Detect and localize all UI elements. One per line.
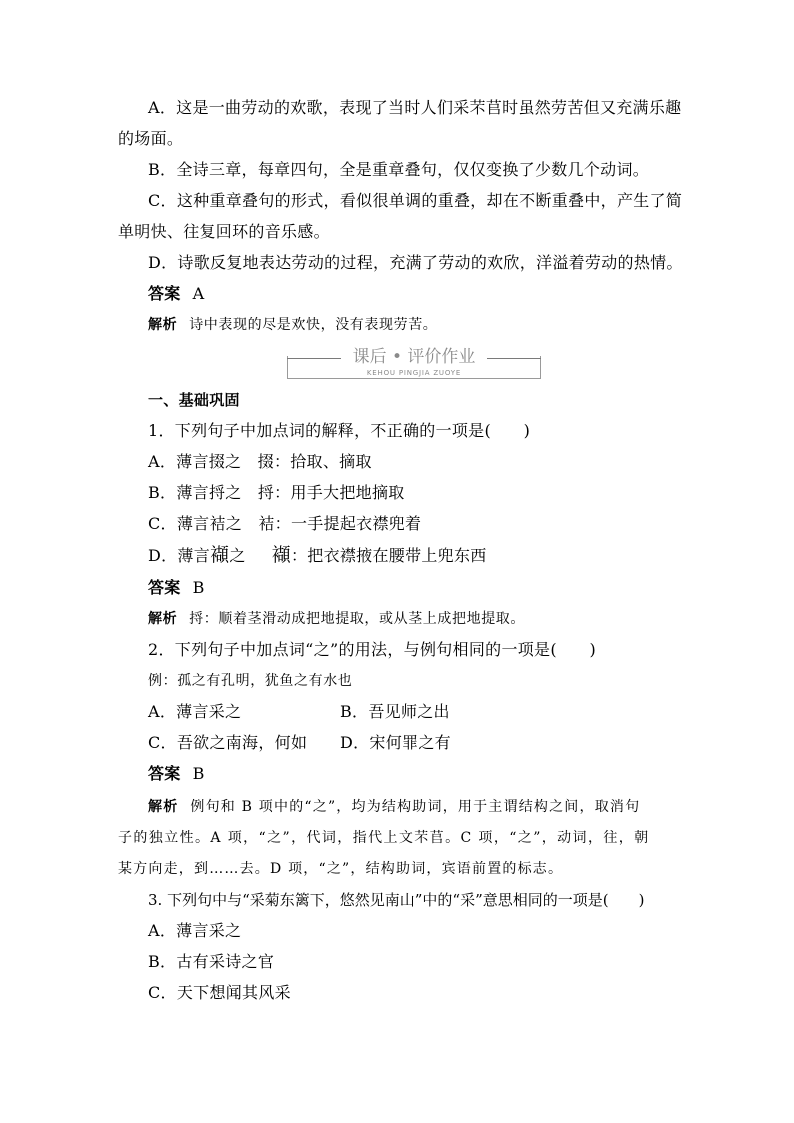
answer-label: 答案	[148, 764, 181, 783]
q2-option-b: B．吾见师之出	[340, 702, 450, 721]
analysis-label: 解析	[148, 317, 178, 333]
banner-title: 课后 • 评价作业	[341, 346, 487, 368]
q2-stem: 2．下列句子中加点词“之”的用法，与例句相同的一项是( )	[148, 640, 597, 659]
prev-option-a-line1: A．这是一曲劳动的欢歌，表现了当时人们采芣苢时虽然劳苦但又充满乐趣	[148, 98, 682, 117]
q2-analysis-line1	[148, 797, 640, 817]
prev-option-a-line2: 的场面。	[118, 129, 184, 148]
q2-option-a: A．薄言采之	[148, 702, 242, 721]
q1-answer	[148, 578, 205, 598]
q3-stem: 3. 下列句中与“采菊东篱下，悠然见南山”中的“采”意思相同的一项是( )	[148, 891, 645, 909]
analysis-label: 解析	[148, 799, 179, 815]
q2-analysis-line2: 子的独立性。A 项，“之”，代词，指代上文芣苢。C 项，“之”，动词，往，朝	[118, 830, 650, 846]
section-heading	[148, 390, 240, 410]
prev-option-d: D．诗歌反复地表达劳动的过程，充满了劳动的欢欣，洋溢着劳动的热情。	[148, 253, 683, 272]
q1-option-a: A．薄言掇之 掇：拾取、摘取	[148, 452, 372, 471]
q1-option-d-def: ：把衣襟掖在腰带上兜东西	[290, 546, 487, 565]
prev-option-b: B．全诗三章，每章四句，全是重章叠句，仅仅变换了少数几个动词。	[148, 160, 650, 179]
prev-analysis	[148, 315, 437, 335]
q2-option-c: C．吾欲之南海，何如	[148, 733, 308, 752]
prev-option-c-line2: 单明快、往复回环的音乐感。	[118, 222, 330, 241]
banner-rule-right	[487, 358, 541, 359]
q1-option-c: C．薄言袺之 袺：一手提起衣襟兜着	[148, 514, 422, 533]
prev-answer	[148, 284, 204, 304]
analysis-text: 例句和 B 项中的“之”，均为结构助词，用于主谓结构之间，取消句	[190, 799, 641, 815]
answer-label: 答案	[148, 284, 181, 303]
prev-option-c-line1: C．这种重章叠句的形式，看似很单调的重叠，却在不断重叠中，产生了简	[148, 191, 683, 210]
q3-option-c: C．天下想闻其风采	[148, 983, 291, 1002]
section-banner	[287, 346, 541, 380]
q2-options-ab	[148, 702, 450, 722]
analysis-text: 捋：顺着茎滑动成把地提取，或从茎上成把地提取。	[189, 611, 526, 627]
answer-label: 答案	[148, 578, 181, 597]
q2-example: 例：孤之有孔明，犹鱼之有水也	[148, 673, 353, 689]
banner-subtitle: KEHOU PINGJIA ZUOYE	[366, 369, 462, 377]
answer-value: A	[192, 284, 205, 303]
banner-rule-left	[287, 358, 341, 359]
q1-option-d-def-char: 襭	[271, 544, 291, 566]
analysis-label: 解析	[148, 611, 178, 627]
section-heading-text: 一、基础巩固	[148, 391, 240, 409]
q2-option-d: D．宋何罪之有	[340, 733, 451, 752]
q1-stem: 1．下列句子中加点词的解释，不正确的一项是( )	[148, 421, 531, 440]
answer-value: B	[192, 578, 205, 597]
q3-option-b: B．古有采诗之官	[148, 952, 275, 971]
q2-answer	[148, 764, 205, 784]
q3-option-a: A．薄言采之	[148, 921, 242, 940]
answer-value: B	[192, 764, 205, 783]
q1-option-d-prefix: D．薄言	[148, 546, 211, 565]
q1-option-d-suffix: 之	[229, 546, 246, 565]
analysis-text: 诗中表现的尽是欢快，没有表现劳苦。	[189, 317, 438, 333]
q2-options-cd	[148, 733, 451, 753]
q1-option-d	[148, 545, 487, 566]
q1-option-d-char: 襭	[210, 544, 230, 566]
q1-option-b: B．薄言捋之 捋：用手大把地摘取	[148, 483, 405, 502]
q1-analysis	[148, 609, 525, 629]
q2-analysis-line3: 某方向走，到……去。D 项，“之”，结构助词，宾语前置的标志。	[118, 861, 564, 877]
